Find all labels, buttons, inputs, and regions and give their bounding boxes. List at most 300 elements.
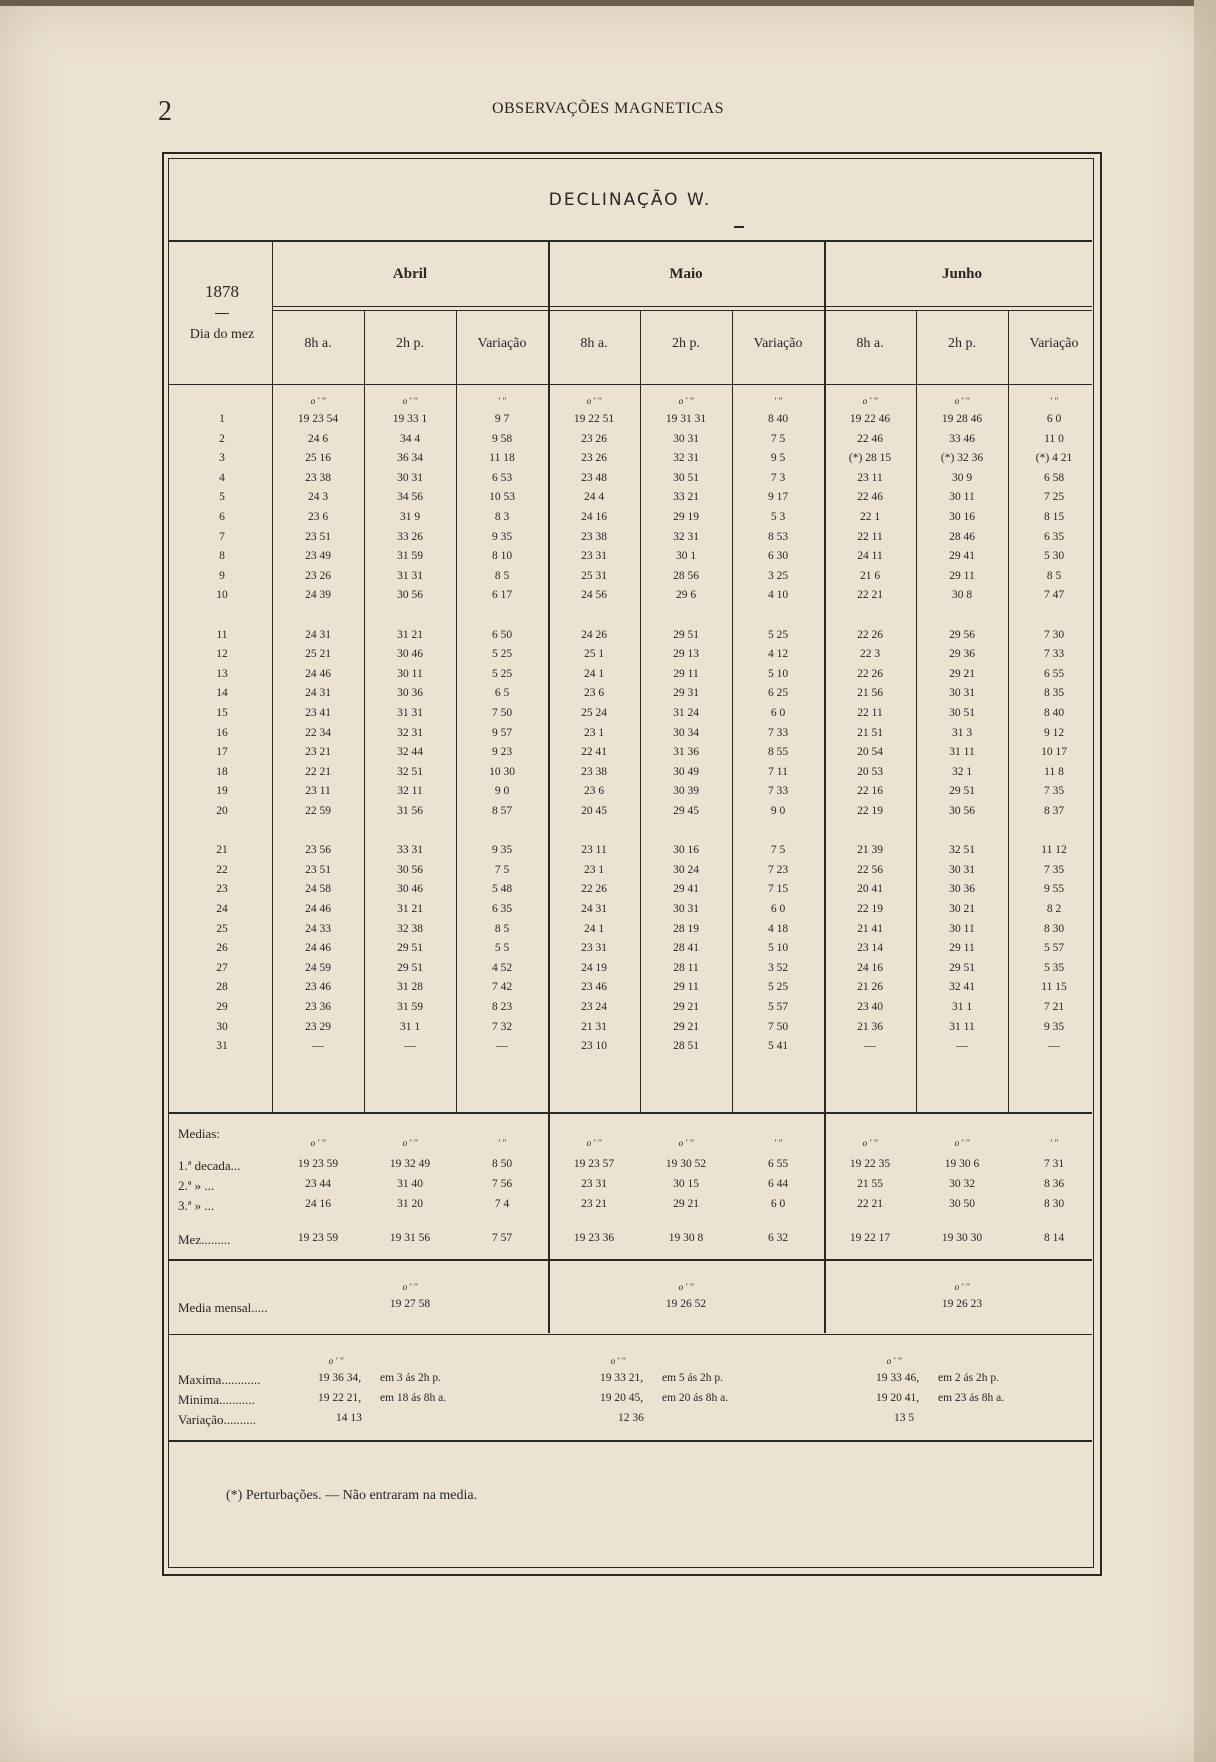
- cell-abril-8h: 24 33: [305, 922, 331, 935]
- cell-junho-2h: 29 11: [949, 569, 975, 582]
- day-number: 1: [219, 413, 225, 425]
- cell-abril-8h: 22 59: [305, 805, 331, 817]
- cell-abril-2h: 34 56: [397, 491, 423, 504]
- cell-junho-8h: 20 53: [857, 765, 883, 778]
- unit-marker: ' '': [773, 396, 783, 406]
- unit-marker: o ' '': [586, 396, 602, 406]
- sub-header-maio-8h: 8h a.: [580, 336, 608, 351]
- cell-maio-variacao: 4 10: [767, 589, 789, 602]
- summary-maio-8h: 23 21: [581, 1198, 607, 1210]
- cell-junho-8h: —: [864, 1040, 876, 1053]
- extremes-max-when: em 3 ás 2h p.: [380, 1372, 442, 1384]
- unit-marker: o ' '': [402, 1138, 418, 1148]
- cell-junho-variacao: 9 12: [1043, 726, 1065, 739]
- cell-junho-2h: 30 11: [949, 491, 975, 504]
- cell-maio-2h: 30 24: [673, 863, 699, 876]
- cell-junho-variacao: 11 15: [1041, 981, 1067, 994]
- summary-junho-variacao: 7 31: [1043, 1158, 1065, 1170]
- cell-junho-2h: 31 3: [951, 726, 973, 739]
- cell-abril-2h: 32 44: [397, 746, 423, 759]
- cell-abril-variacao: 7 5: [494, 863, 510, 876]
- cell-maio-8h: 23 38: [581, 765, 607, 778]
- cell-junho-2h: 19 28 46: [941, 413, 983, 425]
- cell-junho-variacao: 8 35: [1043, 687, 1065, 700]
- summary-bottom-rule: [168, 1259, 1092, 1261]
- cell-maio-8h: 23 10: [581, 1040, 607, 1053]
- summary-junho-variacao: 8 36: [1043, 1178, 1065, 1190]
- cell-abril-8h: 24 58: [305, 883, 331, 896]
- day-number: 26: [216, 942, 228, 955]
- cell-maio-8h: 25 31: [581, 569, 607, 582]
- cell-abril-variacao: 8 5: [494, 569, 510, 582]
- cell-junho-2h: 29 56: [949, 628, 975, 641]
- cell-junho-2h: 29 41: [949, 550, 975, 563]
- cell-junho-2h: 30 56: [949, 805, 975, 817]
- col-rule-m2: [732, 310, 733, 1113]
- col-rule-m1: [640, 310, 641, 1113]
- cell-junho-2h: 29 36: [949, 648, 975, 661]
- cell-abril-2h: 34 4: [399, 432, 421, 445]
- cell-junho-8h: 22 46: [857, 432, 883, 445]
- summary-abril-variacao: 7 57: [491, 1232, 513, 1244]
- cell-junho-2h: 30 51: [949, 707, 975, 719]
- summary-junho-8h: 19 22 17: [849, 1232, 891, 1244]
- cell-maio-2h: 29 11: [673, 667, 699, 680]
- unit-marker: ' '': [1049, 1138, 1059, 1148]
- cell-maio-2h: 30 16: [673, 844, 699, 857]
- sub-header-maio-2h: 2h p.: [672, 336, 700, 351]
- extremes-label: Maxima............: [178, 1372, 261, 1387]
- summary-abril-2h: 31 40: [397, 1178, 423, 1190]
- col-rule-j2: [1008, 310, 1009, 1113]
- cell-maio-variacao: 5 25: [767, 981, 789, 994]
- extremes-bottom-rule: [168, 1440, 1092, 1442]
- summary-maio-variacao: 6 44: [767, 1178, 789, 1190]
- cell-junho-variacao: 7 30: [1043, 628, 1065, 641]
- cell-junho-variacao: 10 17: [1041, 746, 1067, 759]
- sub-header-junho-8h: 8h a.: [856, 336, 884, 351]
- cell-junho-variacao: 8 30: [1043, 922, 1065, 935]
- cell-abril-8h: 23 41: [305, 707, 331, 719]
- cell-maio-2h: 30 49: [673, 765, 699, 778]
- cell-abril-variacao: 6 5: [494, 687, 510, 700]
- summary-label: Mez.........: [178, 1232, 231, 1247]
- summary-junho-8h: 19 22 35: [849, 1158, 891, 1170]
- day-number: 31: [216, 1040, 228, 1053]
- cell-abril-8h: 24 39: [305, 589, 331, 602]
- cell-maio-2h: 29 51: [673, 628, 699, 641]
- cell-junho-2h: 29 21: [949, 667, 975, 680]
- cell-abril-variacao: 9 23: [491, 746, 513, 759]
- summary-junho-2h: 19 30 6: [944, 1158, 980, 1170]
- cell-abril-variacao: 6 50: [491, 628, 513, 641]
- day-number: 15: [216, 707, 228, 719]
- cell-maio-8h: 23 1: [583, 726, 605, 739]
- cell-junho-8h: 22 21: [857, 589, 883, 602]
- sub-header-abril-2h: 2h p.: [396, 336, 424, 351]
- day-number: 29: [216, 1001, 228, 1013]
- cell-junho-variacao: 6 55: [1043, 667, 1065, 680]
- cell-maio-2h: 28 51: [673, 1040, 699, 1053]
- title-ornament: [734, 226, 744, 228]
- cell-junho-8h: 23 40: [857, 1001, 883, 1013]
- summary-maio-8h: 19 23 57: [573, 1158, 615, 1170]
- cell-abril-8h: 23 46: [305, 981, 331, 994]
- cell-maio-8h: 20 45: [581, 805, 607, 817]
- summary-junho-2h: 30 50: [949, 1198, 975, 1210]
- cell-abril-variacao: 8 3: [494, 511, 510, 523]
- day-number: 19: [216, 785, 228, 798]
- unit-marker: o ' '': [954, 1282, 970, 1292]
- extremes-min-when: em 20 ás 8h a.: [662, 1392, 729, 1404]
- cell-junho-variacao: 5 35: [1043, 961, 1065, 974]
- cell-abril-8h: 24 31: [305, 687, 331, 700]
- cell-abril-2h: 33 26: [397, 530, 423, 543]
- cell-junho-8h: 21 6: [859, 569, 881, 582]
- year-dash: [215, 313, 229, 314]
- unit-marker: o ' '': [310, 1138, 326, 1148]
- cell-junho-variacao: 7 47: [1043, 589, 1065, 602]
- unit-marker: o ' '': [678, 1282, 694, 1292]
- summary-abril-2h: 19 31 56: [389, 1232, 431, 1244]
- page-right-edge: [1194, 0, 1216, 1762]
- cell-junho-8h: 24 16: [857, 961, 883, 974]
- summary-abril-8h: 24 16: [305, 1198, 331, 1210]
- cell-abril-variacao: 6 17: [491, 589, 513, 602]
- sub-header-junho-2h: 2h p.: [948, 336, 976, 351]
- cell-maio-8h: 24 1: [583, 667, 605, 680]
- day-number: 4: [219, 471, 225, 484]
- summary-maio-2h: 19 30 8: [668, 1232, 704, 1244]
- cell-maio-2h: 19 31 31: [665, 413, 707, 425]
- cell-abril-variacao: 5 5: [494, 942, 510, 955]
- day-number: 28: [216, 981, 228, 994]
- cell-maio-2h: 28 41: [673, 942, 699, 955]
- summary-abril-2h: 31 20: [397, 1198, 423, 1210]
- day-number: 5: [219, 491, 225, 504]
- cell-junho-variacao: 7 35: [1043, 785, 1065, 798]
- cell-maio-variacao: 5 57: [767, 1001, 789, 1013]
- cell-junho-variacao: 7 25: [1043, 491, 1065, 504]
- cell-junho-8h: 22 3: [859, 648, 881, 661]
- cell-junho-variacao: 7 21: [1043, 1001, 1065, 1013]
- day-number: 11: [216, 628, 228, 641]
- sub-header-abril-variacao: Variação: [477, 336, 527, 351]
- cell-junho-8h: 22 19: [857, 903, 883, 915]
- cell-abril-variacao: 9 35: [491, 530, 513, 543]
- extremes-label: Minima...........: [178, 1392, 255, 1407]
- cell-abril-2h: 32 38: [397, 922, 423, 935]
- cell-junho-2h: 30 36: [949, 883, 975, 896]
- day-number: 3: [219, 452, 225, 465]
- cell-abril-variacao: 10 53: [489, 491, 515, 504]
- cell-maio-2h: 31 24: [673, 707, 699, 719]
- day-number: 25: [216, 922, 228, 935]
- cell-junho-8h: 21 26: [857, 981, 883, 994]
- unit-marker: ' '': [497, 1138, 507, 1148]
- cell-junho-2h: 31 1: [951, 1001, 973, 1013]
- cell-abril-variacao: —: [496, 1040, 508, 1053]
- cell-junho-variacao: 9 35: [1043, 1020, 1065, 1033]
- extremes-min: 19 20 41,: [876, 1392, 920, 1404]
- cell-abril-8h: 23 36: [305, 1001, 331, 1013]
- cell-junho-variacao: 8 15: [1043, 511, 1065, 523]
- cell-abril-8h: 24 46: [305, 667, 331, 680]
- summary-abril-8h: 19 23 59: [297, 1158, 339, 1170]
- mean-bottom-rule: [168, 1334, 1092, 1335]
- month-rule-1: [272, 306, 1092, 307]
- cell-abril-variacao: 8 57: [491, 805, 513, 817]
- day-number: 13: [216, 667, 228, 680]
- cell-maio-2h: 29 13: [673, 648, 699, 661]
- cell-abril-variacao: 7 50: [491, 707, 513, 719]
- cell-junho-8h: 19 22 46: [849, 413, 891, 425]
- cell-maio-2h: 29 11: [673, 981, 699, 994]
- cell-junho-8h: 22 1: [859, 511, 881, 523]
- extremes-min: 19 20 45,: [600, 1392, 644, 1404]
- cell-maio-2h: 30 39: [673, 785, 699, 798]
- cell-junho-variacao: —: [1048, 1040, 1060, 1053]
- cell-junho-8h: 24 11: [857, 550, 883, 563]
- summary-abril-variacao: 7 4: [494, 1198, 510, 1210]
- cell-abril-8h: 24 46: [305, 942, 331, 955]
- cell-junho-8h: 23 11: [857, 471, 883, 484]
- cell-abril-variacao: 6 53: [491, 471, 513, 484]
- cell-abril-2h: 36 34: [397, 452, 423, 465]
- sub-header-maio-variacao: Variação: [753, 336, 803, 351]
- cell-junho-2h: 30 31: [949, 687, 975, 700]
- cell-maio-variacao: 7 15: [767, 883, 789, 896]
- cell-abril-2h: 32 31: [397, 726, 423, 739]
- cell-junho-2h: 31 11: [949, 746, 975, 759]
- cell-abril-variacao: 5 48: [491, 883, 513, 896]
- cell-abril-variacao: 6 35: [491, 903, 513, 915]
- day-number: 23: [216, 883, 228, 896]
- cell-maio-variacao: 7 50: [767, 1020, 789, 1033]
- cell-abril-8h: 23 21: [305, 746, 331, 759]
- sub-header-junho-variacao: Variação: [1029, 336, 1079, 351]
- summary-label: 2.ª » ...: [178, 1178, 215, 1193]
- cell-maio-8h: 24 31: [581, 903, 607, 915]
- medias-label: Medias:: [178, 1126, 220, 1141]
- cell-junho-2h: (*) 32 36: [940, 452, 984, 465]
- cell-abril-2h: 29 51: [397, 942, 423, 955]
- cell-abril-8h: 24 31: [305, 628, 331, 641]
- cell-junho-8h: 21 41: [857, 922, 883, 935]
- cell-junho-2h: 30 11: [949, 922, 975, 935]
- unit-marker: o ' '': [954, 1138, 970, 1148]
- day-number: 18: [216, 765, 228, 778]
- cell-maio-8h: 25 1: [583, 648, 605, 661]
- cell-junho-variacao: 6 58: [1043, 471, 1065, 484]
- monthly-mean-label: Media mensal.....: [178, 1300, 268, 1315]
- cell-abril-8h: 25 21: [305, 648, 331, 661]
- cell-maio-2h: 30 31: [673, 903, 699, 915]
- day-number: 30: [216, 1020, 228, 1033]
- cell-junho-8h: 23 14: [857, 942, 883, 955]
- unit-marker: o ' '': [954, 396, 970, 406]
- cell-junho-2h: 32 41: [949, 981, 975, 994]
- cell-junho-8h: 21 36: [857, 1020, 883, 1033]
- unit-marker: ' '': [773, 1138, 783, 1148]
- unit-marker: o ' '': [310, 396, 326, 406]
- cell-junho-2h: 32 51: [949, 844, 975, 857]
- cell-abril-8h: 23 11: [305, 785, 331, 798]
- cell-junho-variacao: 11 8: [1044, 765, 1064, 778]
- cell-abril-2h: 30 46: [397, 883, 423, 896]
- cell-abril-variacao: 9 57: [491, 726, 513, 739]
- cell-maio-8h: 24 56: [581, 589, 607, 602]
- cell-maio-variacao: 5 10: [767, 667, 789, 680]
- extremes-max: 19 33 21,: [600, 1372, 644, 1384]
- cell-maio-8h: 24 16: [581, 511, 607, 523]
- col-rule-day: [272, 242, 273, 1113]
- month-header-maio: Maio: [669, 266, 703, 282]
- unit-marker: o ' '': [402, 396, 418, 406]
- cell-abril-8h: 23 6: [307, 511, 329, 523]
- footnote: (*) Perturbações. — Não entraram na media.: [226, 1488, 478, 1503]
- cell-maio-2h: 29 6: [675, 589, 697, 602]
- cell-maio-variacao: 7 33: [767, 785, 789, 798]
- cell-abril-2h: 29 51: [397, 961, 423, 974]
- cell-maio-variacao: 7 23: [767, 863, 789, 876]
- cell-abril-variacao: 9 0: [494, 785, 510, 798]
- cell-junho-variacao: 8 2: [1046, 903, 1062, 915]
- cell-maio-variacao: 9 5: [770, 452, 786, 465]
- cell-abril-8h: 25 16: [305, 452, 331, 465]
- cell-maio-8h: 23 48: [581, 471, 607, 484]
- cell-abril-2h: 30 56: [397, 589, 423, 602]
- cell-junho-8h: 22 11: [857, 530, 883, 543]
- cell-maio-2h: 31 36: [673, 746, 699, 759]
- day-number: 10: [216, 589, 228, 602]
- page-top-edge: [0, 0, 1216, 6]
- cell-maio-2h: 30 34: [673, 726, 699, 739]
- cell-abril-2h: 31 59: [397, 550, 423, 563]
- cell-junho-8h: 21 56: [857, 687, 883, 700]
- unit-marker: o ' '': [328, 1356, 344, 1366]
- cell-junho-2h: 30 21: [949, 903, 975, 915]
- sub-header-abril-8h: 8h a.: [304, 336, 332, 351]
- day-number: 24: [216, 903, 228, 915]
- summary-label: 1.ª decada...: [178, 1158, 241, 1173]
- unit-marker: ' '': [497, 396, 507, 406]
- cell-abril-variacao: 9 35: [491, 844, 513, 857]
- monthly-mean-value: 19 26 52: [665, 1298, 707, 1310]
- cell-abril-8h: 23 51: [305, 530, 331, 543]
- cell-abril-8h: 24 59: [305, 961, 331, 974]
- monthly-mean-value: 19 27 58: [389, 1298, 431, 1310]
- cell-junho-variacao: (*) 4 21: [1035, 452, 1073, 465]
- summary-junho-2h: 30 32: [949, 1178, 975, 1190]
- summary-maio-2h: 19 30 52: [665, 1158, 707, 1170]
- cell-junho-variacao: 7 33: [1043, 648, 1065, 661]
- cell-maio-variacao: 5 25: [767, 628, 789, 641]
- extremes-min: 19 22 21,: [318, 1392, 362, 1404]
- summary-junho-8h: 22 21: [857, 1198, 883, 1210]
- cell-abril-2h: 31 21: [397, 628, 423, 641]
- cell-junho-8h: 22 11: [857, 707, 883, 719]
- cell-junho-8h: 20 54: [857, 746, 883, 759]
- cell-maio-8h: 25 24: [581, 707, 607, 719]
- cell-maio-8h: 23 24: [581, 1001, 607, 1013]
- day-number: 22: [216, 863, 228, 876]
- summary-maio-variacao: 6 0: [770, 1198, 786, 1210]
- cell-maio-variacao: 6 30: [767, 550, 789, 563]
- cell-abril-2h: 32 11: [397, 785, 423, 798]
- cell-abril-2h: 30 31: [397, 471, 423, 484]
- page-number: 2: [158, 96, 172, 127]
- month-header-junho: Junho: [941, 266, 983, 282]
- day-number: 8: [219, 550, 225, 563]
- cell-abril-8h: 23 38: [305, 471, 331, 484]
- summary-abril-variacao: 7 56: [491, 1178, 513, 1190]
- cell-maio-variacao: 3 25: [767, 569, 789, 582]
- cell-maio-2h: 28 19: [673, 922, 699, 935]
- cell-abril-2h: 31 31: [397, 569, 423, 582]
- cell-abril-2h: 31 31: [397, 707, 423, 719]
- cell-maio-2h: 30 31: [673, 432, 699, 445]
- cell-abril-2h: 31 9: [399, 511, 421, 523]
- cell-maio-2h: 29 21: [673, 1001, 699, 1013]
- cell-maio-2h: 29 21: [673, 1020, 699, 1033]
- extremes-min-when: em 18 ás 8h a.: [380, 1392, 447, 1404]
- cell-maio-8h: 23 31: [581, 550, 607, 563]
- cell-maio-8h: 24 1: [583, 922, 605, 935]
- extremes-var: 14 13: [336, 1412, 362, 1424]
- cell-maio-variacao: 7 3: [770, 471, 786, 484]
- month-rule-2: [272, 310, 1092, 311]
- month-header-abril: Abril: [392, 266, 428, 282]
- cell-maio-variacao: 7 11: [768, 765, 788, 778]
- day-number: 17: [216, 746, 228, 759]
- cell-abril-variacao: 8 5: [494, 922, 510, 935]
- cell-abril-2h: 30 11: [397, 667, 423, 680]
- cell-maio-variacao: 8 40: [767, 413, 789, 425]
- cell-abril-variacao: 8 23: [491, 1001, 513, 1013]
- cell-abril-2h: 31 1: [399, 1020, 421, 1033]
- cell-maio-2h: 29 31: [673, 687, 699, 700]
- cell-maio-variacao: 6 0: [770, 903, 786, 915]
- col-rule-a1: [364, 310, 365, 1113]
- cell-maio-variacao: 4 18: [767, 922, 789, 935]
- cell-abril-2h: 30 56: [397, 863, 423, 876]
- cell-maio-8h: 23 6: [583, 785, 605, 798]
- cell-junho-8h: 22 16: [857, 785, 883, 798]
- cell-junho-2h: 30 16: [949, 511, 975, 523]
- cell-abril-variacao: 9 7: [494, 413, 510, 425]
- day-number: 9: [219, 569, 225, 582]
- summary-abril-8h: 23 44: [305, 1178, 331, 1190]
- cell-junho-2h: —: [956, 1040, 968, 1053]
- cell-junho-8h: 20 41: [857, 883, 883, 896]
- unit-marker: o ' '': [678, 396, 694, 406]
- cell-junho-variacao: 8 40: [1043, 707, 1065, 719]
- cell-abril-8h: 23 56: [305, 844, 331, 857]
- unit-marker: o ' '': [862, 396, 878, 406]
- cell-abril-8h: 24 46: [305, 903, 331, 915]
- cell-abril-2h: —: [404, 1040, 416, 1053]
- summary-label: 3.ª » ...: [178, 1198, 215, 1213]
- cell-maio-2h: 33 21: [673, 491, 699, 504]
- cell-maio-variacao: 6 0: [770, 707, 786, 719]
- cell-maio-8h: 23 46: [581, 981, 607, 994]
- unit-marker: o ' '': [586, 1138, 602, 1148]
- cell-abril-variacao: 11 18: [489, 452, 515, 465]
- cell-junho-variacao: 5 57: [1043, 942, 1065, 955]
- cell-junho-8h: 21 51: [857, 726, 883, 739]
- unit-marker: o ' '': [886, 1356, 902, 1366]
